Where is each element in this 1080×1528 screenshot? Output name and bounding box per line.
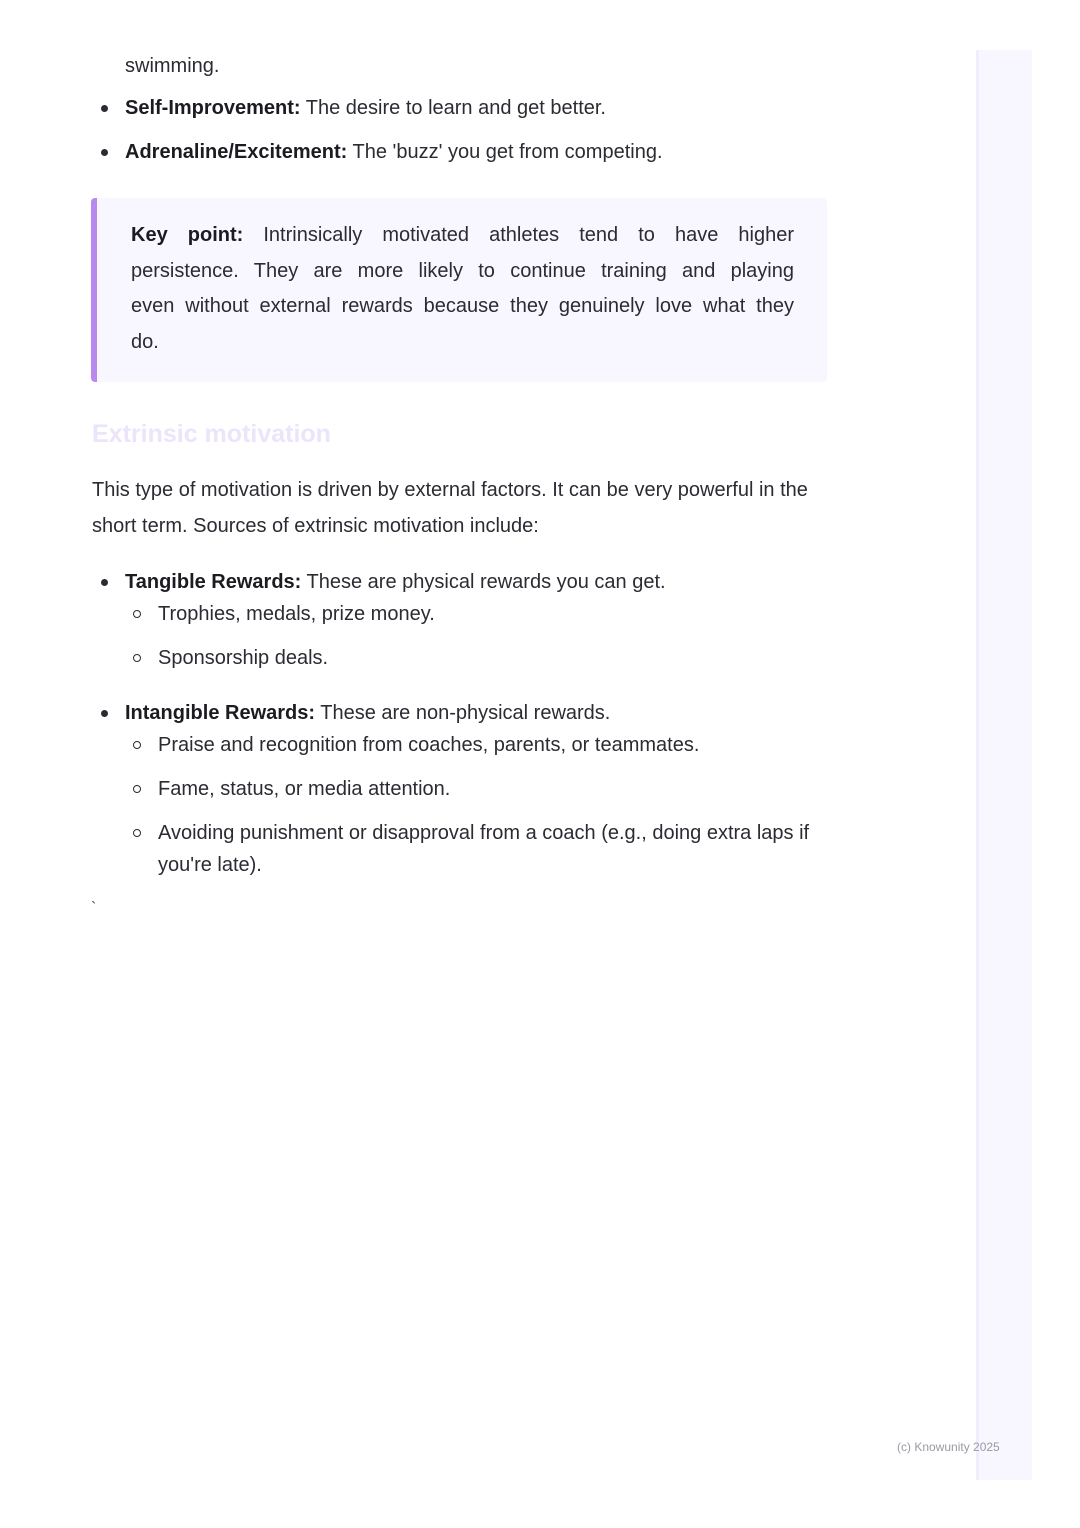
section-heading: Extrinsic motivation	[92, 420, 331, 448]
side-margin-strip	[976, 50, 1032, 1480]
list-item-term: Tangible Rewards:	[125, 571, 302, 593]
list-item	[92, 697, 832, 881]
list-item-term: Intangible Rewards:	[125, 702, 316, 724]
sub-list-item: Sponsorship deals.	[125, 642, 832, 674]
extrinsic-list-section	[92, 566, 832, 881]
extrinsic-bullet-list	[92, 566, 832, 881]
sub-list	[125, 729, 832, 881]
key-point-callout	[91, 198, 827, 382]
intro-bullet-list	[92, 92, 830, 168]
list-item-term: Adrenaline/Excitement:	[125, 141, 348, 163]
list-item	[92, 92, 830, 124]
list-item-text: These are physical rewards you can get.	[301, 571, 666, 593]
footer-copyright: (c) Knowunity 2025	[897, 1440, 1000, 1454]
sub-list-item: Trophies, medals, prize money.	[125, 598, 832, 630]
list-item-text: The 'buzz' you get from competing.	[347, 141, 663, 163]
sub-list-item: Avoiding punishment or disapproval from a coach (e.g., doing extra laps if you're late).	[125, 817, 832, 881]
list-item-term: Self-Improvement:	[125, 97, 301, 119]
callout-text	[131, 218, 794, 360]
list-item	[92, 136, 830, 168]
callout-term: Key point:	[131, 224, 244, 246]
sub-list-item: Fame, status, or media attention.	[125, 773, 832, 805]
intro-list-section	[92, 48, 830, 168]
sub-list	[125, 598, 832, 674]
list-item	[92, 566, 832, 674]
list-item-text: The desire to learn and get better.	[300, 97, 606, 119]
section-paragraph: This type of motivation is driven by external factors. It can be very powerful in the short term. Sources of extrinsic motivation include:	[92, 479, 808, 537]
list-item-text: These are non-physical rewards.	[315, 702, 611, 724]
stray-mark: `	[91, 900, 97, 917]
list-continuation: swimming.	[125, 55, 220, 77]
callout-body: Intrinsically motivated athletes tend to have higher persistence. They are more likely to continue training and playing even without external rewards because they genuinely love what they do.	[131, 224, 795, 353]
sub-list-item: Praise and recognition from coaches, parents, or teammates.	[125, 729, 832, 761]
